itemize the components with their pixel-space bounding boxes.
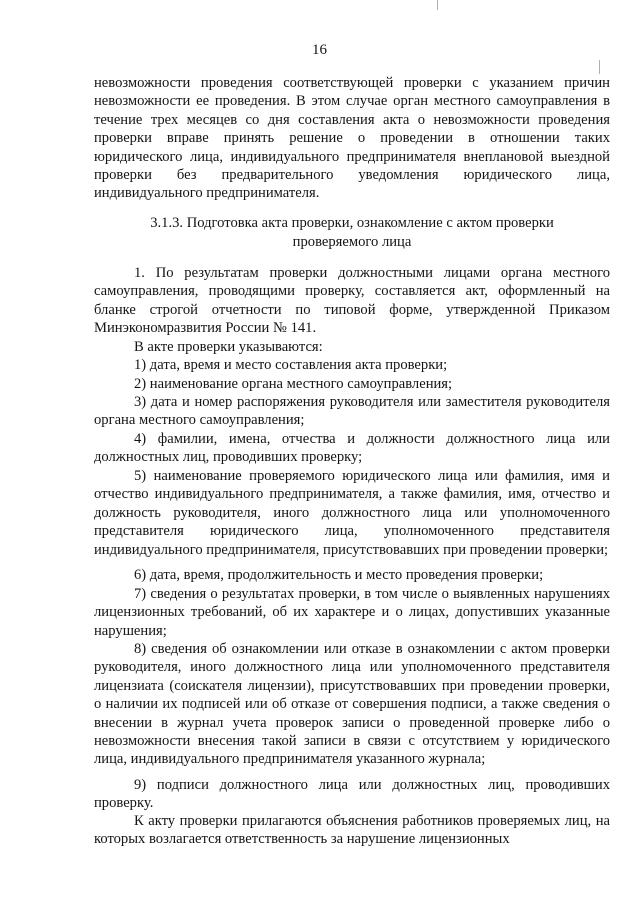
list-item: 2) наименование органа местного самоуправления;: [134, 376, 453, 392]
list-item: 7) сведения о результатах проверки, в том числе о выявленных нарушениях лицензионных требований, об их характере и о лицах, допустивших указанные нарушения;: [94, 586, 610, 639]
section-heading-line2: проверяемого лица: [292, 234, 412, 250]
list-item: 8) сведения об ознакомлении или отказе в ознакомлении с актом проверки руководителя, иного должностного лица или уполномоченного представителя лицензиата (соискателя лицензии), присутствовавших при проведении проверки, о наличии их подписей или об отказе от совершения подписи, а также сведения о внесении в журнал учета проверок записи о проведенной проверке либо о невозможности внесения такой записи в связи с отсутствием у юридического лица, индивидуального предпринимателя указанного журнала;: [94, 641, 610, 768]
item-1-paragraph: 1. По результатам проверки должностными лицами органа местного самоуправления, проводящими проверку, составляется акт, оформленный на бланке строгой отчетности по типовой форме, утвержденной Приказом Минэкономразвития России № 141.: [94, 265, 610, 337]
list-item: 1) дата, время и место составления акта проверки;: [134, 357, 448, 373]
list-item: 9) подписи должностного лица или должностных лиц, проводивших проверку.: [94, 777, 610, 812]
list-item: 6) дата, время, продолжительность и место проведения проверки;: [134, 567, 544, 583]
act-intro: В акте проверки указываются:: [134, 339, 323, 355]
scan-edge-mark: [437, 0, 438, 10]
page-number: 16: [312, 42, 327, 58]
list-item: 3) дата и номер распоряжения руководителя или заместителя руководителя органа местного самоуправления;: [94, 394, 610, 429]
scan-edge-mark: [599, 60, 600, 74]
list-item: 5) наименование проверяемого юридического лица или фамилия, имя и отчество индивидуального предпринимателя, а также фамилия, имя, отчество и должность руководителя, иного должностного лица или уполномоченного представителя юридического лица, уполномоченного представителя индивидуального предпринимателя, присутствовавших при проведении проверки;: [94, 468, 610, 558]
section-heading: [94, 214, 610, 252]
closing-paragraph: К акту проверки прилагаются объяснения работников проверяемых лиц, на которых возлагается ответственность за нарушение лицензионных: [94, 813, 610, 848]
paragraph-top: невозможности проведения соответствующей проверки с указанием причин невозможности ее проведения. В этом случае орган местного самоуправления в течение трех месяцев со дня составления акта о невозможности проведения проверки вправе принять решение о проведении в отношении таких юридического лица, индивидуального предпринимателя внеплановой выездной проверки без предварительного уведомления юридического лица, индивидуального предпринимателя.: [94, 75, 610, 202]
list-item: 4) фамилии, имена, отчества и должности должностного лица или должностных лиц, проводивших проверку;: [94, 431, 610, 466]
section-heading-line1: 3.1.3. Подготовка акта проверки, ознакомление с актом проверки: [150, 215, 554, 231]
